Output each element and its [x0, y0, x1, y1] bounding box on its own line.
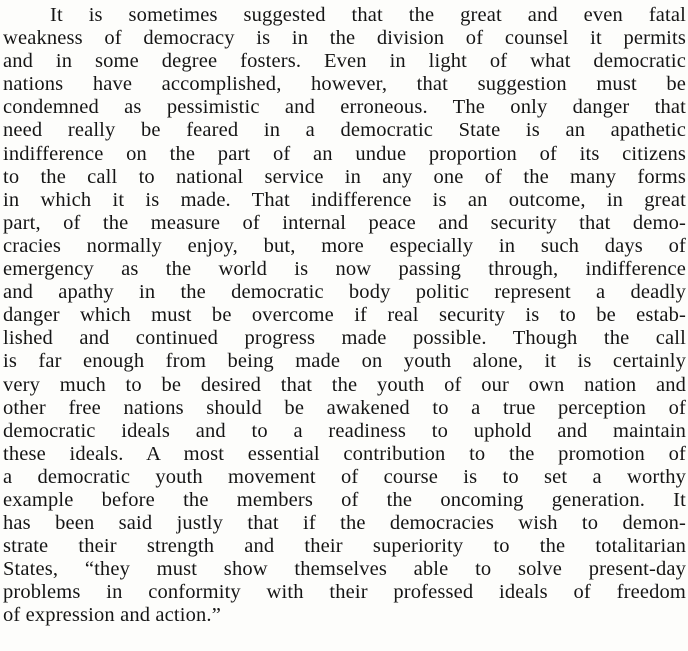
text-line: a democratic youth movement of course is to set a worthy	[3, 465, 686, 488]
text-line: in which it is made. That indifference is an outcome, in great	[3, 188, 686, 211]
text-line: indifference on the part of an undue proportion of its citizens	[3, 142, 686, 165]
text-line: lished and continued progress made possible. Though the call	[3, 327, 686, 350]
text-line: weakness of democracy is in the division of counsel it permits	[3, 27, 686, 50]
text-line: strate their strength and their superiority to the totalitarian	[3, 535, 686, 558]
text-line: these ideals. A most essential contribution to the promotion of	[3, 442, 686, 465]
text-line: It is sometimes suggested that the great and even fatal	[50, 4, 686, 26]
text-line: condemned as pessimistic and erroneous. The only danger that	[3, 96, 686, 119]
text-line: to the call to national service in any one of the many forms	[3, 165, 686, 188]
text-line: emergency as the world is now passing through, indifference	[3, 258, 686, 281]
text-line: democratic ideals and to a readiness to uphold and maintain	[3, 419, 686, 442]
text-line: and in some degree fosters. Even in light of what democratic	[3, 50, 686, 73]
text-line: cracies normally enjoy, but, more especially in such days of	[3, 234, 686, 257]
text-line: has been said justly that if the democracies wish to demon-	[3, 512, 686, 535]
article-paragraph	[3, 4, 686, 628]
text-line: problems in conformity with their professed ideals of freedom	[3, 581, 686, 604]
text-line: very much to be desired that the youth of our own nation and	[3, 373, 686, 396]
text-line: of expression and action.”	[3, 604, 221, 627]
text-line: and apathy in the democratic body politic represent a deadly	[3, 281, 686, 304]
text-line: part, of the measure of internal peace and security that demo-	[3, 211, 686, 234]
text-line: nations have accomplished, however, that suggestion must be	[3, 73, 686, 96]
text-line: need really be feared in a democratic State is an apathetic	[3, 119, 686, 142]
text-line: States, “they must show themselves able to solve present-day	[3, 558, 686, 581]
text-line: other free nations should be awakened to a true perception of	[3, 396, 686, 419]
text-line: danger which must be overcome if real security is to be estab-	[3, 304, 686, 327]
text-line: is far enough from being made on youth alone, it is certainly	[3, 350, 686, 373]
text-line: example before the members of the oncoming generation. It	[3, 488, 686, 511]
